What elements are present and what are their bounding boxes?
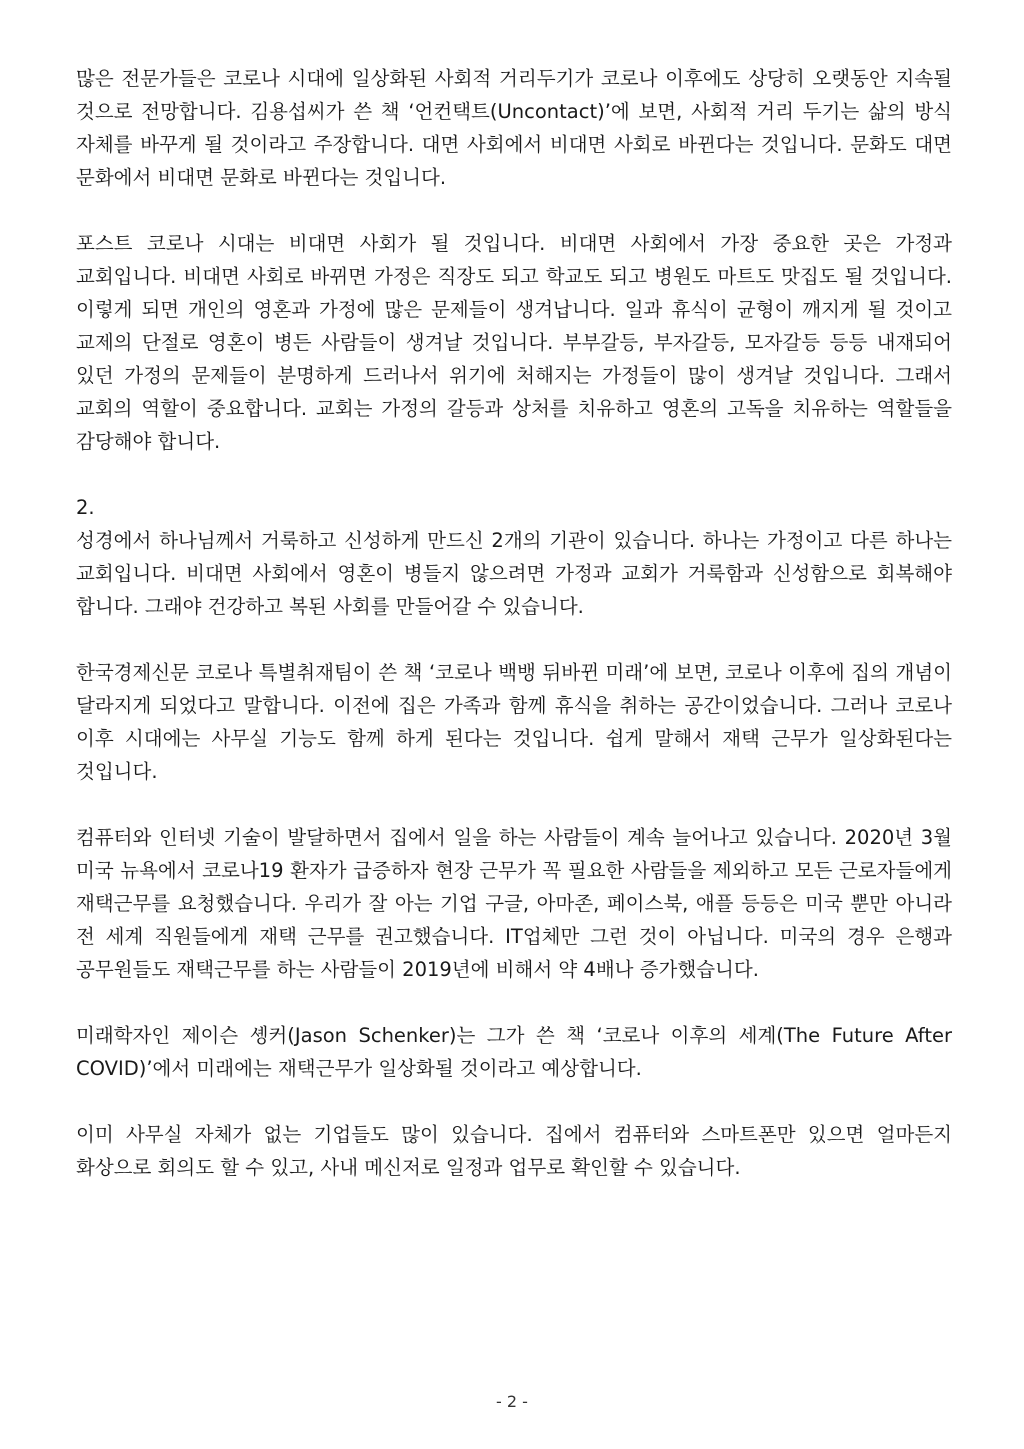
paragraph-home-concept: 한국경제신문 코로나 특별취재팀이 쓴 책 ‘코로나 백뱅 뒤바뀐 미래’에 보면, 코로나 이후에 집의 개념이 달라지게 되었다고 말합니다. 이전에 집은 가족과 함께 휴식을 취하는 공간이었습니다. 그러나 코로나 이후 시대에는 사무실 기능도 함께 하게 된다는 것입니다. 쉽게 말해서 재택 근무가 일상화된다는 것입니다. [76,661,952,783]
section-number: 2. [76,496,95,519]
paragraph-two-institutions: 성경에서 하나님께서 거룩하고 신성하게 만드신 2개의 기관이 있습니다. 하나는 가정이고 다른 하나는 교회입니다. 비대면 사회에서 영혼이 병들지 않으려면 가정과 교회가 거룩함과 신성함으로 회복해야 합니다. 그래야 건강하고 복된 사회를 만들어갈 수 있습니다. [76,529,952,618]
paragraph-post-corona-home-church: 포스트 코로나 시대는 비대면 사회가 될 것입니다. 비대면 사회에서 가장 중요한 곳은 가정과 교회입니다. 비대면 사회로 바뀌면 가정은 직장도 되고 학교도 되고 병원도 마트도 맛집도 될 것입니다. 이렇게 되면 개인의 영혼과 가정에 많은 문제들이 생겨납니다. 일과 휴식이 균형이 깨지게 될 것이고 교제의 단절로 영혼이 병든 사람들이 생겨날 것입니다. 부부갈등, 부자갈등, 모자갈등 등등 내재되어 있던 가정의 문제들이 분명하게 드러나서 위기에 처해지는 가정들이 많이 생겨날 것입니다. 그래서 교회의 역할이 중요합니다. 교회는 가정의 갈등과 상처를 치유하고 영혼의 고독을 치유하는 역할들을 감당해야 합니다. [76,232,952,453]
paragraph-futurist-prediction: 미래학자인 제이슨 솅커(Jason Schenker)는 그가 쓴 책 ‘코로나 이후의 세계(The Future After COVID)’에서 미래에는 재택근무가 일상화될 것이라고 예상합니다. [76,1024,952,1080]
document-body [76,62,952,1217]
paragraph-no-office-companies: 이미 사무실 자체가 없는 기업들도 많이 있습니다. 집에서 컴퓨터와 스마트폰만 있으면 얼마든지 화상으로 회의도 할 수 있고, 사내 메신저로 일정과 업무로 확인할 수 있습니다. [76,1123,952,1179]
paragraph-remote-work-growth: 컴퓨터와 인터넷 기술이 발달하면서 집에서 일을 하는 사람들이 계속 늘어나고 있습니다. 2020년 3월 미국 뉴욕에서 코로나19 환자가 급증하자 현장 근무가 꼭 필요한 사람들을 제외하고 모든 근로자들에게 재택근무를 요청했습니다. 우리가 잘 아는 기업 구글, 아마존, 페이스북, 애플 등등은 미국 뿐만 아니라 전 세계 직원들에게 재택 근무를 권고했습니다. IT업체만 그런 것이 아닙니다. 미국의 경우 은행과 공무원들도 재택근무를 하는 사람들이 2019년에 비해서 약 4배나 증가했습니다. [76,826,952,981]
paragraph-social-distancing: 많은 전문가들은 코로나 시대에 일상화된 사회적 거리두기가 코로나 이후에도 상당히 오랫동안 지속될 것으로 전망합니다. 김용섭씨가 쓴 책 ‘언컨택트(Uncontact)’에 보면, 사회적 거리 두기는 삶의 방식 자체를 바꾸게 될 것이라고 주장합니다. 대면 사회에서 비대면 사회로 바뀐다는 것입니다. 문화도 대면 문화에서 비대면 문화로 바뀐다는 것입니다. [76,67,952,189]
page-number: - 2 - [496,1392,528,1411]
